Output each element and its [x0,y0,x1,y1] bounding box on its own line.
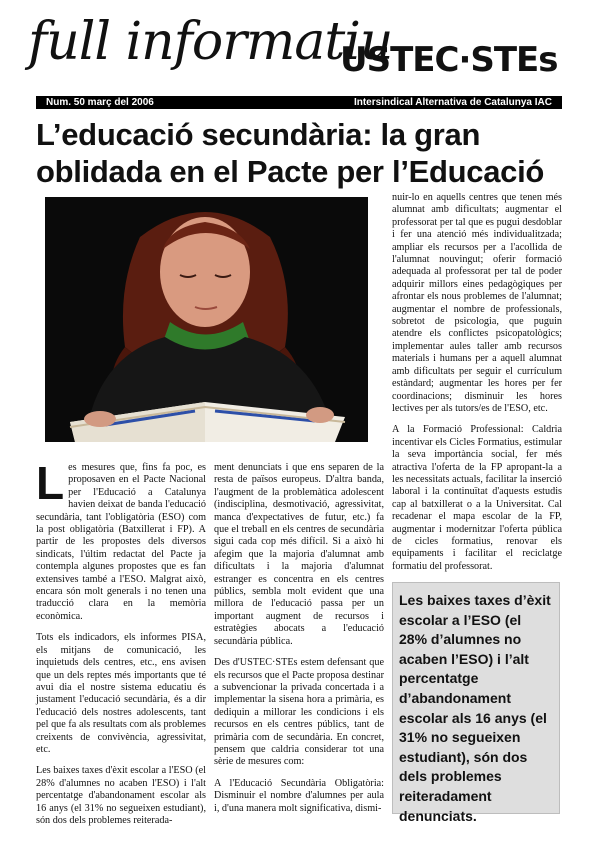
paragraph-text: es mesures que, fins fa poc, es proposaven en el Pacte Nacional per l'Educació a Catalunya havien deixat de banda l'educació secundària, tant l'obligatòria (ESO) com la post obligatòria (Batxillerat i FP). A partir de les propostes dels diversos sindicats, l'últim redactat del Pacte ja contempla algunes propostes que es fan extensives també a l'ESO. Malgrat això, encara són molt generals i no tenen una traducció clara en la memòria econòmica. [36,462,206,622]
article-column-2 [214,462,384,824]
article-paragraph: nuir-lo en aquells centres que tenen més alumnat amb dificultats; augmentar el professorat per tal que es pugui desdoblar i fer una atenció més individualitzada; ampliar els recursos per a l'acollida de l'alumnat nouvingut; oferir formació adequada al professorat per tal de poder adquirir millors eines pedagògiques per afrontar els nous problemes de l'alumnat; augmentar el nombre de professionals, sobretot de psicologia, que puguin atendre els conflictes psicopatològics; implementar aules taller amb recursos materials i humans per a aquell alumnat amb dificultats per seguir el currículum estàndard; augmentar les hores per fer coordinacions; disminuir les hores lectives per als tutors/es de l'ESO, etc. [392,192,562,414]
organization-name: Intersindical Alternativa de Catalunya IAC [353,97,552,108]
article-column-1 [36,457,206,836]
masthead-title: full informatiu [28,12,393,72]
masthead-brand-logo: USTEC·STEs [340,40,558,80]
article-paragraph: ment denunciats i que ens separen de la resta de països europeus. D'altra banda, l'augment de la problemàtica adolescent (indisciplina, desmotivació, agressivitat, manca d'expectatives de futur, etc.) fa que el treball en els centres de secundària sigui cada cop més difícil. Si a això hi afegim que la majoria d'alumnat amb dificultats i la majoria d'alumnat estranger es concentra en els centres públics, sembla molt evident que una millora de l'educació passa per un important augment de recursos i estratègies abocats a l'educació secundària pública. [214,462,384,647]
article-paragraph: A l'Educació Secundària Obligatòria: Disminuir el nombre d'alumnes per aula i, d'una manera molt significativa, dismi- [214,777,384,814]
article-paragraph: A la Formació Professional: Caldria incentivar els Cicles Formatius, estimular la seva importància social, fer més atractiva l'oferta de la FP apropant-la a les necessitats actuals, facilitar la inserció laboral i la continuïtat d'aquests estudis cap al batxillerat o a la Universitat. Cal recadenar el mapa escolar de la FP, augmentar i modernitzar l'oferta pública de cicles formatius, renovar els equipaments i facilitar el reciclatge formatiu del professorat. [392,424,562,572]
article-paragraph [36,457,206,623]
photo-illustration [45,197,368,442]
issue-info-bar [36,96,562,109]
article-paragraph: Les baixes taxes d'èxit escolar a l'ESO (el 28% d'alumnes no acaben l'ESO) i l'alt percentatge d'abandonament escolar als 16 anys (el 31% no segueixen estudiant), són dos dels problemes reiterada- [36,765,206,826]
drop-cap: L [36,457,65,509]
article-paragraph: Des d'USTEC·STEs estem defensant que els recursos que el Pacte proposa destinar a subvencionar la privada concertada i a implementar la sisena hora a primària, es dediquin a millorar les condicions i els recursos en els centres públics, tant de primària com de secundària. En concret, pensem que caldria considerar tot una sèrie de mesures com: [214,657,384,768]
pull-quote-box: Les baixes taxes d’èxit escolar a l’ESO (el 28% d’alumnes no acaben l’ESO) i l’alt percentatge d’abandonament escolar als 16 anys (el 31% no segueixen estudiant), són dos dels problemes reiteradament denunciats. [392,582,560,814]
student-reading-photo [45,197,368,442]
article-headline: L’educació secundària: la gran oblidada en el Pacte per l’Educació [36,117,545,189]
issue-number-date: Num. 50 març del 2006 [46,97,154,108]
article-column-3 [392,192,562,582]
article-paragraph: Tots els indicadors, els informes PISA, els mitjans de comunicació, les inquietuds dels centres, etc., ens avisen que un dels reptes més importants que té avui dia el nostre sistema educatiu és justament l'educació secundària, és a dir l'educació dels nostres adolescents, tant pel que fa als resultats com als problemes creixents de convivència, agressivitat, etc. [36,632,206,755]
